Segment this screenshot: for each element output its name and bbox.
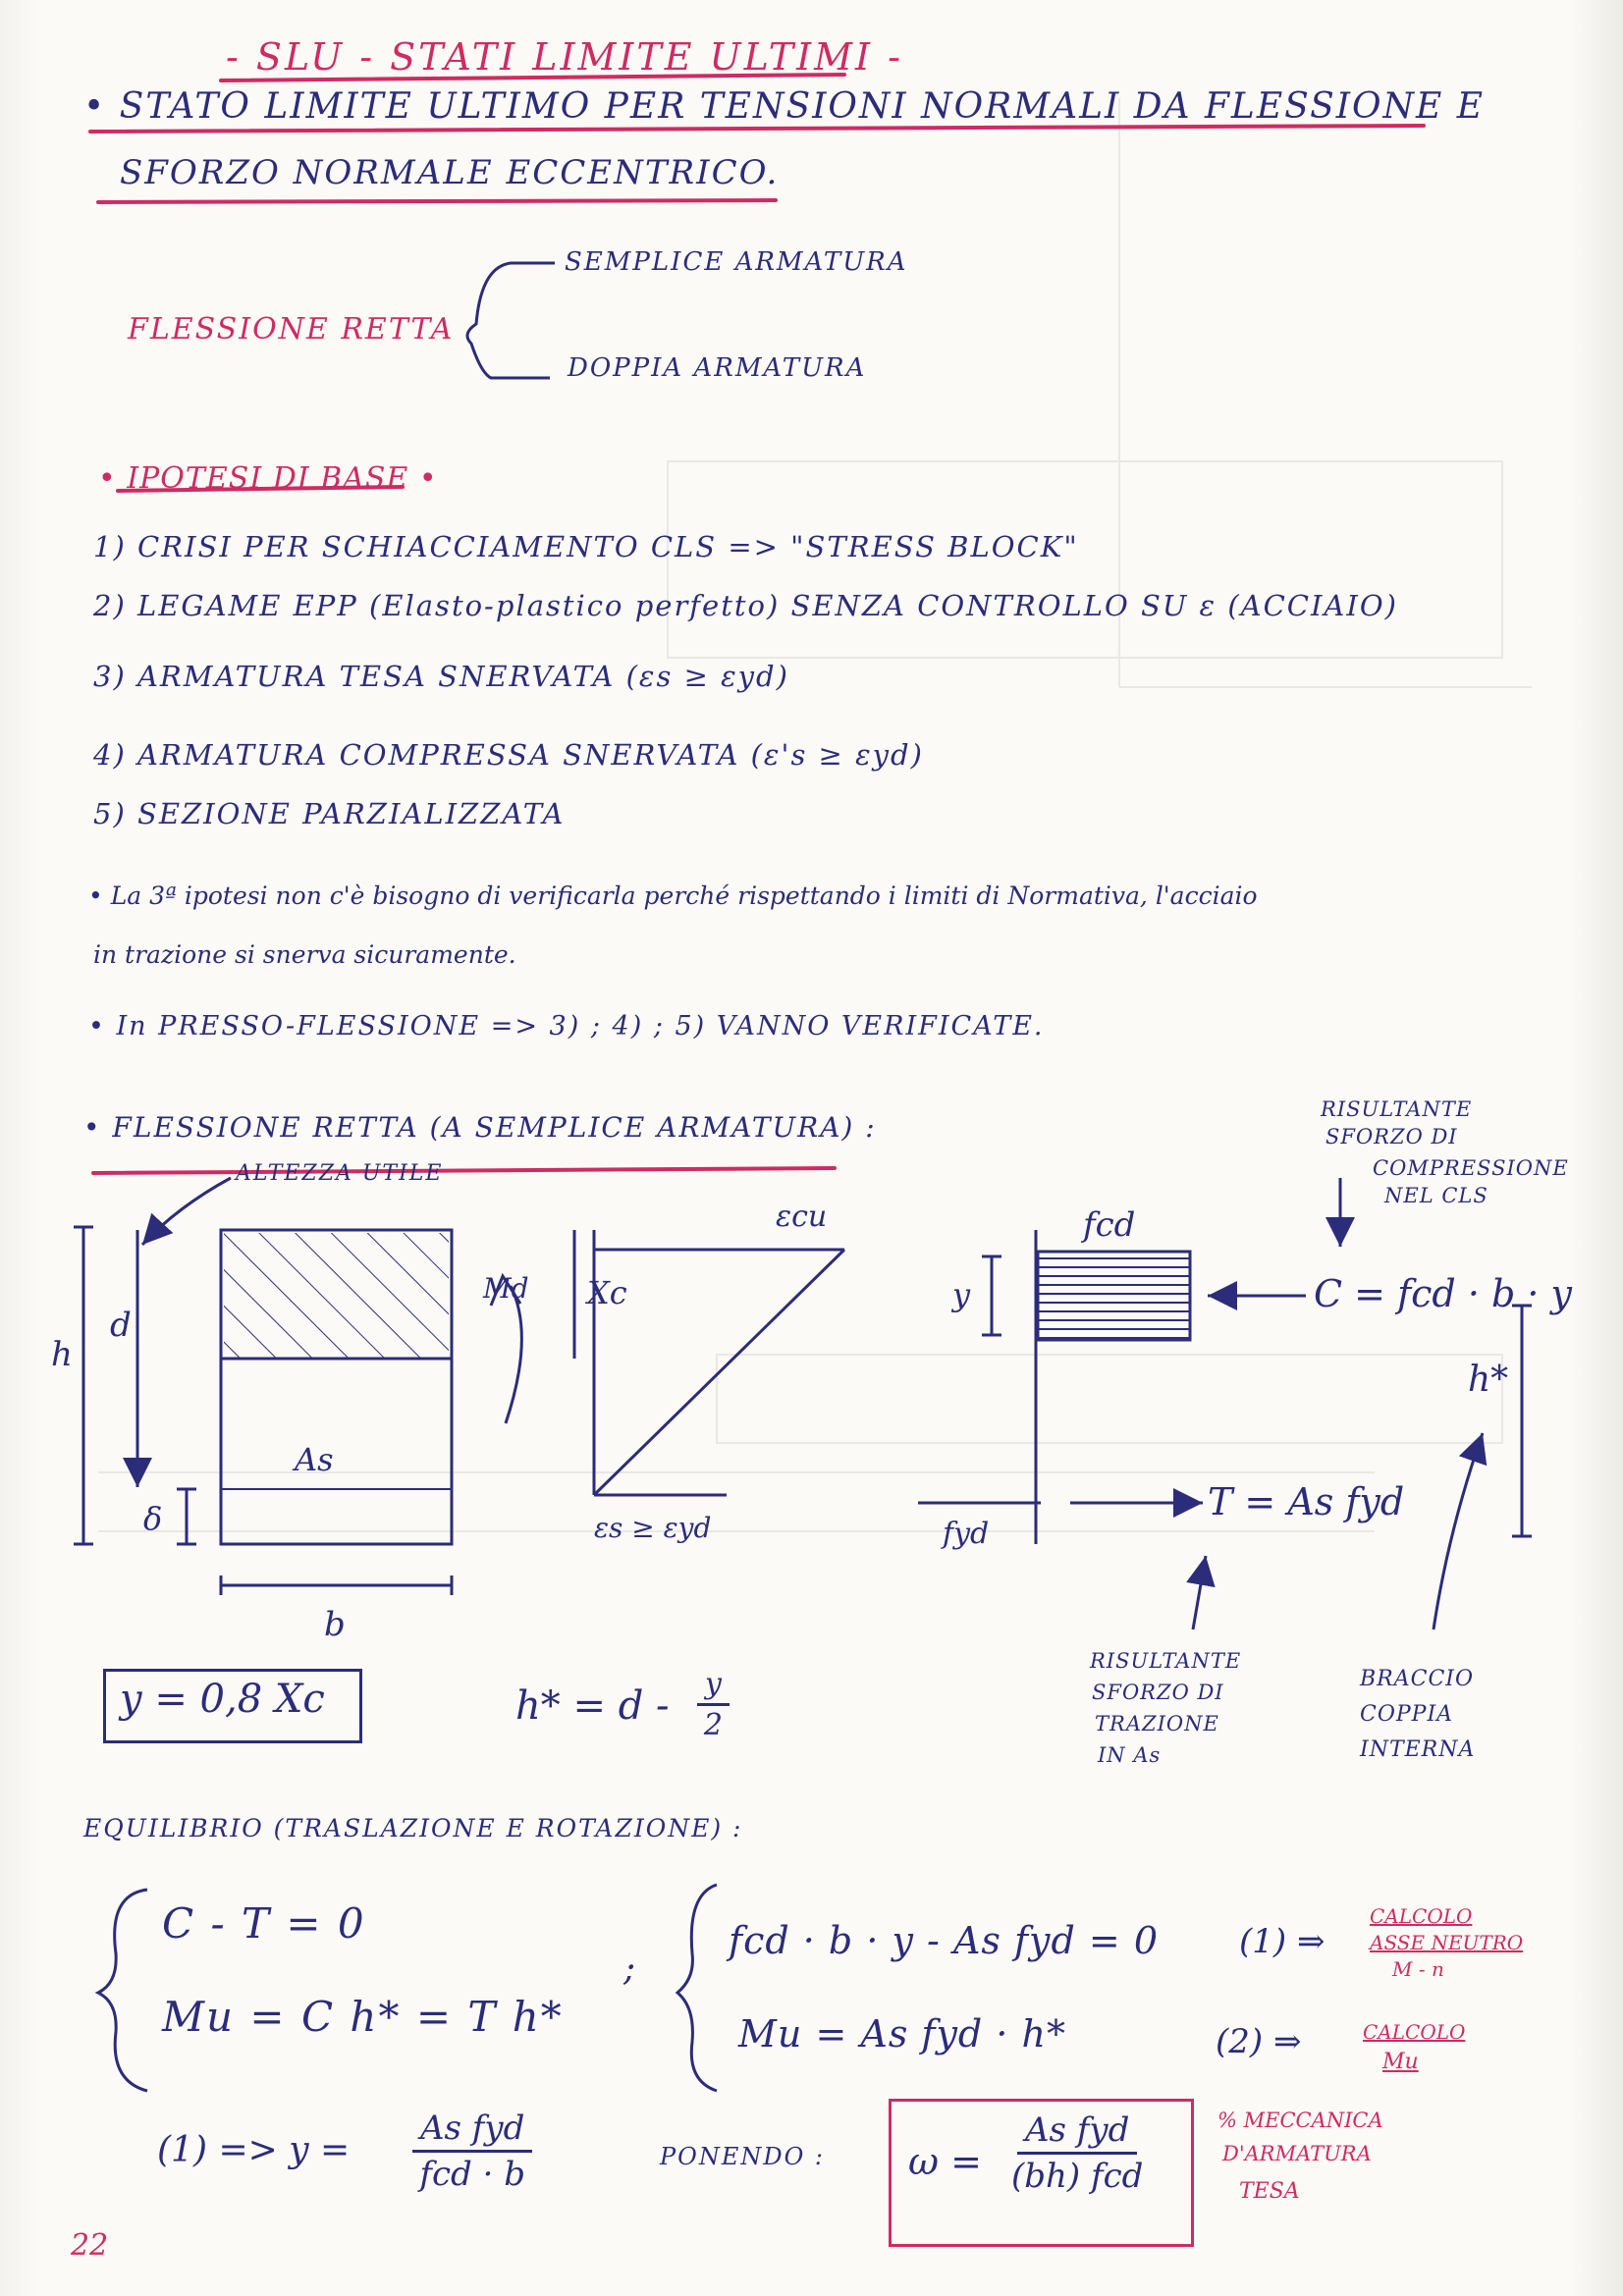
- hypotheses-heading: • IPOTESI DI BASE •: [98, 461, 438, 496]
- ponendo-label: PONENDO :: [660, 2143, 825, 2170]
- hstar-fraction-den: 2: [703, 1708, 724, 1742]
- fcd-label: fcd: [1083, 1205, 1136, 1245]
- omega-note-2: D'ARMATURA: [1222, 2142, 1372, 2165]
- y-fraction-num: As fyd: [412, 2109, 532, 2153]
- braccio-1: BRACCIO: [1360, 1667, 1475, 1691]
- branch-semplice: SEMPLICE ARMATURA: [565, 247, 908, 277]
- braccio-2: COPPIA: [1360, 1702, 1454, 1727]
- as-label: As: [295, 1441, 334, 1478]
- note-line-1: • La 3ª ipotesi non c'è bisogno di verificarla perché rispettando i limiti di Normativa, l'acciaio: [88, 881, 1258, 910]
- hstar-definition: h* = d -: [515, 1683, 670, 1729]
- hypothesis-2: 2) LEGAME EPP (Elasto-plastico perfetto) SENZA CONTROLLO SU ε (ACCIAIO): [93, 589, 1398, 622]
- flessione-retta-heading: • FLESSIONE RETTA (A SEMPLICE ARMATURA) :: [83, 1111, 877, 1144]
- h-label: h: [51, 1335, 73, 1374]
- from-eq1: (1) => y =: [157, 2130, 351, 2170]
- y-fraction-den: fcd · b: [419, 2155, 525, 2194]
- omega-lhs: ω =: [908, 2140, 982, 2183]
- risultante-trazione-1: RISULTANTE: [1090, 1649, 1242, 1673]
- note-line-2: in trazione si snerva sicuramente.: [93, 940, 516, 969]
- y-label: y: [952, 1276, 971, 1313]
- system1-eq2: Mu = C h* = T h*: [162, 1993, 564, 2041]
- xc-label: Xc: [587, 1274, 627, 1311]
- eq2-note-1: CALCOLO: [1363, 2020, 1466, 2044]
- omega-fraction-den: (bh) fcd: [1011, 2157, 1144, 2196]
- risultante-compressione-4: NEL CLS: [1384, 1184, 1488, 1207]
- risultante-trazione-2: SFORZO DI: [1092, 1681, 1224, 1704]
- hstar-label: h*: [1468, 1360, 1509, 1400]
- system2-eq2: Mu = As fyd · h*: [738, 2012, 1066, 2056]
- page-number: 22: [71, 2228, 109, 2263]
- risultante-compressione-3: COMPRESSIONE: [1373, 1156, 1569, 1180]
- risultante-compressione-1: RISULTANTE: [1321, 1097, 1473, 1121]
- system-separator: ;: [623, 1949, 636, 1989]
- branch-doppia: DOPPIA ARMATURA: [568, 353, 867, 383]
- altezza-utile-label: ALTEZZA UTILE: [236, 1161, 444, 1186]
- eq1-note-2: ASSE NEUTRO: [1370, 1931, 1524, 1954]
- hypothesis-3: 3) ARMATURA TESA SNERVATA (εs ≥ εyd): [93, 660, 789, 693]
- eq1-tag: (1) ⇒: [1239, 1922, 1325, 1961]
- omega-note-1: % MECCANICA: [1217, 2109, 1383, 2132]
- page-title: - SLU - STATI LIMITE ULTIMI -: [226, 35, 903, 79]
- braccio-3: INTERNA: [1360, 1737, 1476, 1762]
- omega-fraction-num: As fyd: [1017, 2110, 1137, 2155]
- system1-eq1: C - T = 0: [162, 1899, 366, 1948]
- system2-eq1: fcd · b · y - As fyd = 0: [729, 1919, 1159, 1962]
- omega-note-3: TESA: [1239, 2179, 1300, 2204]
- flessione-retta-label: FLESSIONE RETTA: [128, 312, 455, 347]
- note-line-3: • In PRESSO-FLESSIONE => 3) ; 4) ; 5) VANNO VERIFICATE.: [88, 1011, 1045, 1041]
- risultante-compressione-2: SFORZO DI: [1325, 1125, 1458, 1148]
- delta-label: δ: [143, 1500, 163, 1537]
- eq2-tag: (2) ⇒: [1216, 2022, 1302, 2061]
- hypothesis-5: 5) SEZIONE PARZIALIZZATA: [93, 797, 566, 830]
- c-force-label: C = fcd · b · y: [1314, 1272, 1573, 1315]
- es-label: εs ≥ εyd: [594, 1512, 712, 1544]
- b-label: b: [324, 1605, 346, 1644]
- d-label: d: [110, 1306, 132, 1345]
- hstar-fraction-num: y: [697, 1667, 730, 1706]
- t-force-label: T = As fyd: [1208, 1480, 1405, 1523]
- section-title-line1: • STATO LIMITE ULTIMO PER TENSIONI NORMALI DA FLESSIONE E: [83, 86, 1486, 127]
- md-label: Md: [483, 1272, 529, 1305]
- risultante-trazione-3: TRAZIONE: [1095, 1712, 1219, 1735]
- risultante-trazione-4: IN As: [1098, 1743, 1162, 1767]
- fyd-label: fyd: [943, 1517, 990, 1551]
- equilibrio-heading: EQUILIBRIO (TRASLAZIONE E ROTAZIONE) :: [83, 1814, 743, 1842]
- y-definition: y = 0,8 Xc: [120, 1677, 325, 1722]
- section-title-line2: SFORZO NORMALE ECCENTRICO.: [120, 153, 780, 192]
- omega-fraction: [1011, 2110, 1143, 2196]
- eq1-note-1: CALCOLO: [1370, 1904, 1473, 1928]
- hypothesis-4: 4) ARMATURA COMPRESSA SNERVATA (ε's ≥ εyd): [93, 738, 924, 772]
- ecu-label: εcu: [776, 1200, 828, 1234]
- eq1-note-3: M - n: [1392, 1957, 1444, 1981]
- eq2-note-2: Mu: [1382, 2050, 1419, 2074]
- y-fraction: [412, 2109, 532, 2194]
- hypothesis-1: 1) CRISI PER SCHIACCIAMENTO CLS => "STRESS BLOCK": [93, 530, 1079, 563]
